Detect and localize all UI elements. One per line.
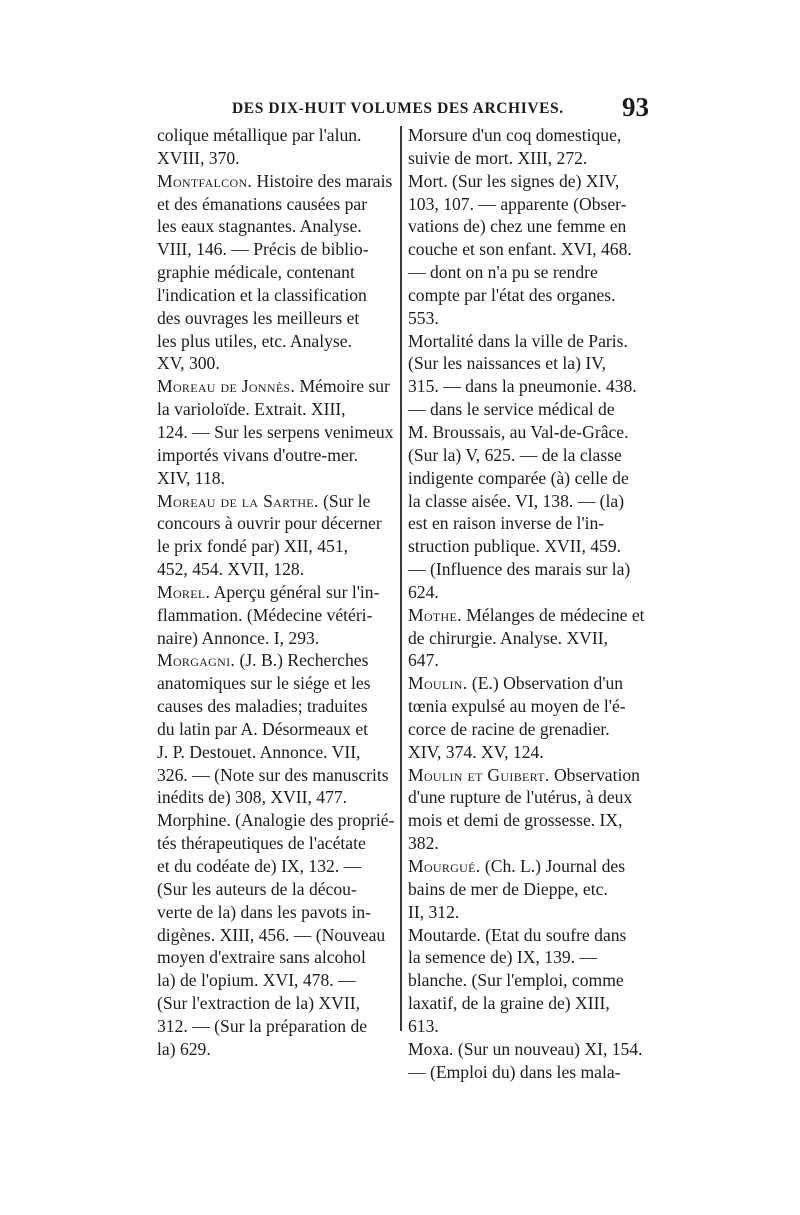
running-title: DES DIX-HUIT VOLUMES DES ARCHIVES.: [232, 100, 564, 117]
index-text: Moutarde. (Etat du soufre dans: [408, 924, 627, 945]
index-line: [157, 375, 399, 398]
index-text: 382.: [408, 833, 439, 854]
index-line: [157, 855, 399, 878]
index-text: inédits de) 308, XVII, 477.: [157, 787, 348, 808]
index-line: [408, 558, 658, 581]
index-text: mois et demi de grossesse. IX,: [408, 810, 623, 831]
index-line: [408, 878, 658, 901]
index-text: digènes. XIII, 456. — (Nouveau: [157, 924, 386, 945]
index-text: corce de racine de grenadier.: [408, 718, 610, 739]
index-text: — dont on n'a pu se rendre: [408, 262, 598, 283]
author-name: Morel.: [157, 581, 211, 602]
index-line: [157, 878, 399, 901]
index-line: [157, 1038, 399, 1061]
index-line: [408, 1015, 658, 1038]
index-text: naire) Annonce. I, 293.: [157, 627, 320, 648]
index-text: anatomiques sur le siége et les: [157, 673, 371, 694]
index-line: [157, 512, 399, 535]
index-text: 103, 107. — apparente (Obser-: [408, 193, 627, 214]
index-line: [157, 946, 399, 969]
index-line: [408, 741, 658, 764]
index-text: J. P. Destouet. Annonce. VII,: [157, 741, 361, 762]
index-text: Observation: [549, 764, 640, 785]
index-line: [157, 992, 399, 1015]
index-text: et du codéate de) IX, 132. —: [157, 856, 362, 876]
index-text: II, 312.: [408, 901, 460, 922]
author-name: Mothe.: [408, 604, 462, 625]
index-line: [157, 741, 399, 764]
index-line: [408, 512, 658, 535]
index-line: [408, 375, 658, 398]
index-line: [157, 627, 399, 650]
index-text: (Sur l'extraction de la) XVII,: [157, 993, 360, 1014]
index-line: [408, 764, 658, 787]
index-text: des ouvrages les meilleurs et: [157, 307, 360, 328]
page-number: 93: [622, 92, 649, 122]
index-text: la classe aisée. VI, 138. — (la): [408, 490, 625, 511]
index-text: M. Broussais, au Val-de-Grâce.: [408, 421, 629, 442]
index-line: [157, 672, 399, 695]
index-text: verte de la) dans les pavots in-: [157, 901, 371, 922]
index-line: [408, 307, 658, 330]
index-text: 312. — (Sur la préparation de: [157, 1015, 368, 1036]
index-text: concours à ouvrir pour décerner: [157, 513, 382, 534]
index-line: [157, 1015, 399, 1038]
index-text: vations de) chez une femme en: [408, 216, 627, 237]
index-line: [408, 284, 658, 307]
author-name: Morgagni.: [157, 650, 236, 671]
index-text: est en raison inverse de l'in-: [408, 513, 605, 534]
index-line: [157, 261, 399, 284]
index-line: [408, 352, 658, 375]
index-line: [408, 490, 658, 513]
index-line: [408, 535, 658, 558]
index-line: [408, 581, 658, 604]
index-text: indigente comparée (à) celle de: [408, 467, 629, 488]
index-line: [157, 352, 399, 375]
index-line: [157, 307, 399, 330]
index-text: (Sur le: [318, 490, 371, 511]
index-line: [157, 535, 399, 558]
index-line: [408, 672, 658, 695]
index-line: [157, 124, 399, 147]
index-text: Aperçu général sur l'in-: [210, 581, 380, 602]
index-text: (Ch. L.) Journal des: [480, 856, 626, 876]
index-text: Mort. (Sur les signes de) XIV,: [408, 170, 620, 191]
index-text: tés thérapeutiques de l'acétate: [157, 833, 366, 854]
index-line: [157, 581, 399, 604]
index-text: la varioloïde. Extrait. XIII,: [157, 399, 346, 420]
index-line: [157, 832, 399, 855]
index-text: 624.: [408, 581, 439, 602]
index-text: Mortalité dans la ville de Paris.: [408, 330, 628, 351]
index-text: suivie de mort. XIII, 272.: [408, 147, 588, 168]
index-text: blanche. (Sur l'emploi, comme: [408, 970, 624, 991]
index-line: [157, 467, 399, 490]
author-name: Mourgué.: [408, 856, 481, 876]
left-column: [157, 124, 399, 1061]
index-text: 452, 454. XVII, 128.: [157, 559, 305, 580]
index-text: XV, 300.: [157, 353, 220, 374]
index-line: [408, 421, 658, 444]
index-line: [408, 832, 658, 855]
index-line: [408, 261, 658, 284]
index-line: [408, 398, 658, 421]
index-text: 315. — dans la pneumonie. 438.: [408, 376, 637, 397]
index-line: [408, 330, 658, 353]
index-text: tœnia expulsé au moyen de l'é-: [408, 696, 626, 717]
index-line: [157, 604, 399, 627]
index-line: [408, 946, 658, 969]
index-text: compte par l'état des organes.: [408, 284, 616, 305]
index-line: [157, 718, 399, 741]
index-text: l'indication et la classification: [157, 284, 367, 305]
index-line: [157, 649, 399, 672]
index-line: [408, 786, 658, 809]
index-line: [408, 649, 658, 672]
index-text: graphie médicale, contenant: [157, 262, 355, 283]
index-line: [408, 238, 658, 261]
index-text: la) 629.: [157, 1038, 211, 1059]
index-line: [157, 969, 399, 992]
index-text: XIV, 374. XV, 124.: [408, 741, 544, 762]
index-line: [157, 421, 399, 444]
index-text: 326. — (Note sur des manuscrits: [157, 764, 389, 785]
index-text: (Sur les naissances et la) IV,: [408, 353, 607, 374]
index-line: [408, 444, 658, 467]
column-divider: [400, 126, 402, 1031]
index-text: d'une rupture de l'utérus, à deux: [408, 787, 633, 808]
author-name: Montfalcon.: [157, 170, 253, 191]
index-text: 647.: [408, 650, 439, 671]
index-line: [157, 193, 399, 216]
index-line: [408, 924, 658, 947]
index-line: [157, 490, 399, 513]
index-line: [157, 444, 399, 467]
index-line: [157, 398, 399, 421]
index-line: [408, 170, 658, 193]
index-text: Morsure d'un coq domestique,: [408, 125, 622, 145]
index-line: [157, 284, 399, 307]
index-line: [408, 147, 658, 170]
index-text: la) de l'opium. XVI, 478. —: [157, 970, 356, 991]
index-text: 613.: [408, 1015, 439, 1036]
index-line: [408, 215, 658, 238]
index-text: — (Influence des marais sur la): [408, 559, 631, 580]
index-text: le prix fondé par) XII, 451,: [157, 536, 349, 557]
index-text: (Sur la) V, 625. — de la classe: [408, 444, 622, 465]
index-text: bains de mer de Dieppe, etc.: [408, 878, 608, 899]
index-line: [157, 924, 399, 947]
index-line: [408, 124, 658, 147]
index-text: — dans le service médical de: [408, 399, 615, 420]
index-line: [408, 809, 658, 832]
right-column: [408, 124, 658, 1083]
index-text: de chirurgie. Analyse. XVII,: [408, 627, 608, 648]
index-text: du latin par A. Désormeaux et: [157, 718, 369, 739]
index-text: Moxa. (Sur un nouveau) XI, 154.: [408, 1038, 643, 1059]
index-text: Mélanges de médecine et: [461, 604, 645, 625]
index-line: [408, 1038, 658, 1061]
index-line: [408, 1061, 658, 1084]
index-text: (J. B.) Recherches: [235, 650, 369, 671]
index-text: les eaux stagnantes. Analyse.: [157, 216, 362, 237]
author-name: Moulin et Guibert.: [408, 764, 550, 785]
author-name: Moulin.: [408, 673, 468, 694]
index-text: laxatif, de la graine de) XIII,: [408, 993, 610, 1014]
index-line: [408, 855, 658, 878]
index-line: [157, 695, 399, 718]
index-line: [408, 718, 658, 741]
index-line: [408, 627, 658, 650]
index-text: XVIII, 370.: [157, 147, 240, 168]
author-name: Moreau de la Sarthe.: [157, 490, 319, 511]
index-line: [157, 330, 399, 353]
index-text: VIII, 146. — Précis de biblio-: [157, 239, 369, 260]
index-line: [157, 901, 399, 924]
index-line: [157, 558, 399, 581]
index-text: couche et son enfant. XVI, 468.: [408, 239, 632, 260]
index-line: [408, 695, 658, 718]
index-text: moyen d'extraire sans alcohol: [157, 947, 366, 968]
index-line: [408, 467, 658, 490]
index-text: (Sur les auteurs de la décou-: [157, 878, 357, 899]
index-line: [408, 901, 658, 924]
index-line: [157, 147, 399, 170]
index-text: la semence de) IX, 139. —: [408, 947, 598, 968]
index-line: [408, 604, 658, 627]
index-line: [157, 809, 399, 832]
index-line: [157, 215, 399, 238]
index-text: XIV, 118.: [157, 467, 225, 488]
index-text: struction publique. XVII, 459.: [408, 536, 622, 557]
index-text: Morphine. (Analogie des proprié-: [157, 810, 395, 831]
index-text: les plus utiles, etc. Analyse.: [157, 330, 352, 351]
index-text: 553.: [408, 307, 439, 328]
index-text: — (Emploi du) dans les mala-: [408, 1061, 621, 1082]
index-line: [157, 786, 399, 809]
index-text: (E.) Observation d'un: [467, 673, 624, 694]
index-line: [408, 992, 658, 1015]
index-text: colique métallique par l'alun.: [157, 125, 362, 145]
index-line: [157, 170, 399, 193]
index-text: flammation. (Médecine vétéri-: [157, 604, 373, 625]
index-line: [408, 969, 658, 992]
index-text: 124. — Sur les serpens venimeux: [157, 421, 394, 442]
index-line: [157, 238, 399, 261]
index-text: Histoire des marais: [252, 170, 393, 191]
index-text: et des émanations causées par: [157, 193, 368, 214]
index-line: [157, 764, 399, 787]
index-line: [408, 193, 658, 216]
author-name: Moreau de Jonnès.: [157, 376, 296, 397]
index-text: importés vivans d'outre-mer.: [157, 444, 359, 465]
index-text: causes des maladies; traduites: [157, 696, 368, 717]
index-text: Mémoire sur: [295, 376, 390, 397]
